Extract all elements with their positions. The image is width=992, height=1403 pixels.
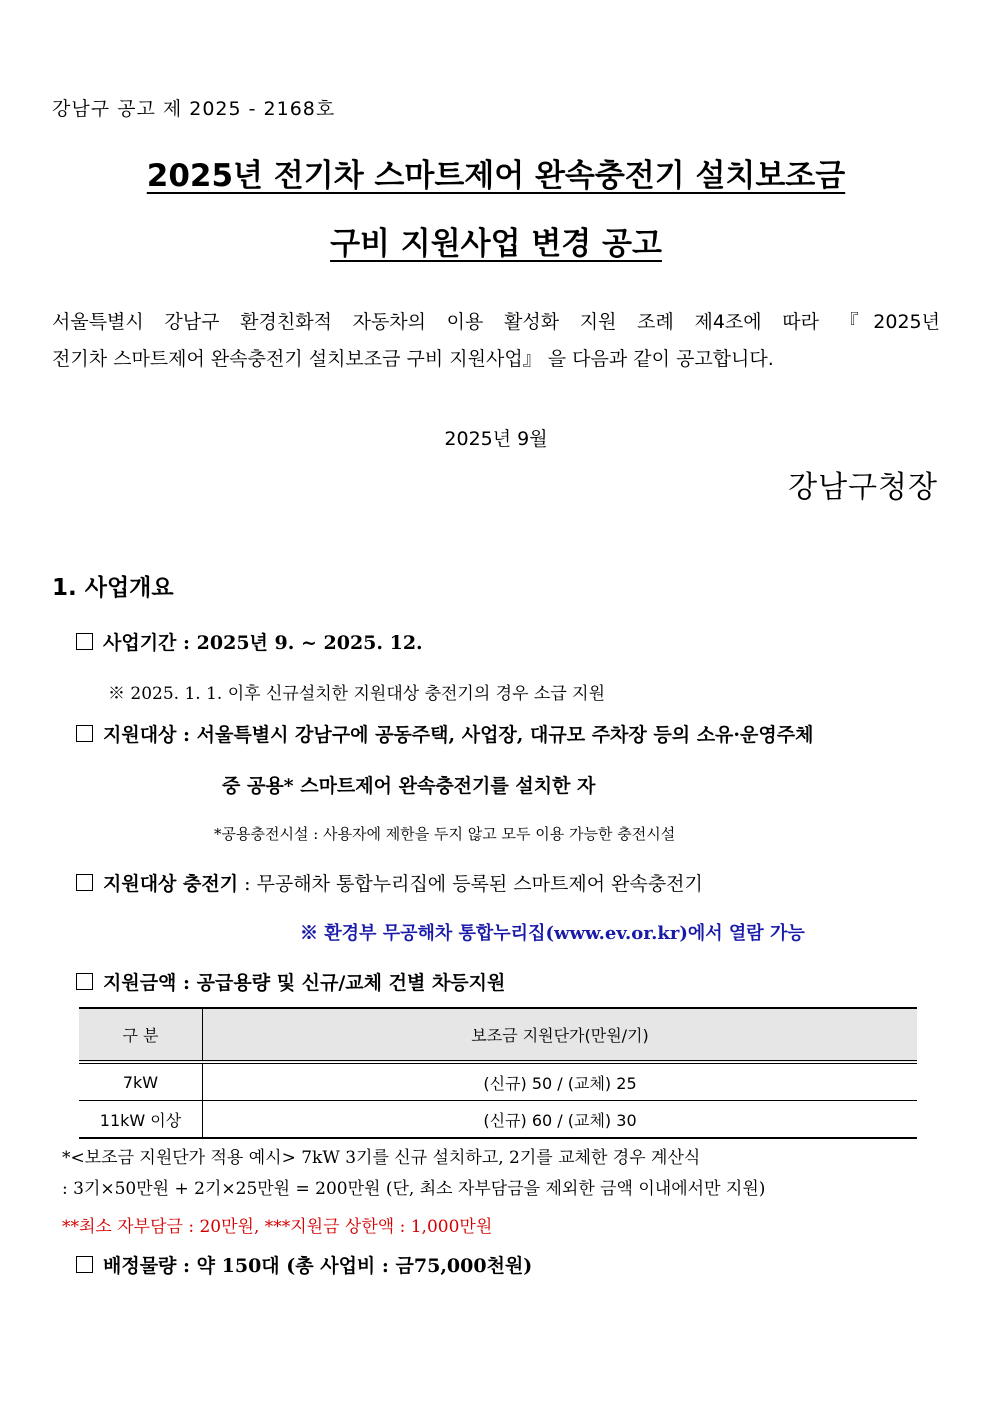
table-row — [79, 1062, 917, 1101]
signer: 강남구청장 — [788, 470, 938, 505]
section-heading: 1. 사업개요 — [52, 575, 174, 601]
item-target: 지원대상 : 서울특별시 강남구에 공동주택, 사업장, 대규모 주차장 등의 소유·운영주체 — [76, 720, 813, 747]
table-cell-amount: (신규) 50 / (교체) 25 — [203, 1062, 918, 1101]
checkbox-icon — [76, 633, 93, 650]
checkbox-icon — [76, 973, 93, 990]
title-line-2: 구비 지원사업 변경 공고 — [330, 226, 662, 262]
intro-line-2: 전기차 스마트제어 완속충전기 설치보조금 구비 지원사업』 을 다음과 같이 공고합니다. — [52, 348, 774, 370]
intro-line-1: 서울특별시 강남구 환경친화적 자동차의 이용 활성화 지원 조례 제4조에 따라 『2025년 — [52, 311, 940, 333]
notice-date: 2025년 9월 — [444, 428, 548, 450]
checkbox-icon — [76, 725, 93, 742]
item-charger: 지원대상 충전기 : 무공해차 통합누리집에 등록된 스마트제어 완속충전기 — [76, 869, 703, 896]
charger-note: ※ 환경부 무공해차 통합누리집(www.ev.or.kr)에서 열람 가능 — [300, 923, 805, 944]
checkbox-icon — [76, 874, 93, 891]
notice-number: 강남구 공고 제 2025 - 2168호 — [52, 98, 336, 120]
table-header-row — [79, 1008, 917, 1062]
minimum-warning: **최소 자부담금 : 20만원, ***지원금 상한액 : 1,000만원 — [62, 1217, 493, 1237]
table-cell-amount: (신규) 60 / (교체) 30 — [203, 1101, 918, 1139]
target-line-2: 중 공용* 스마트제어 완속충전기를 설치한 자 — [222, 775, 596, 797]
target-note: *공용충전시설 : 사용자에 제한을 두지 않고 모두 이용 가능한 충전시설 — [214, 825, 676, 843]
example-line-1: *<보조금 지원단가 적용 예시> 7kW 3기를 신규 설치하고, 2기를 교체한 경우 계산식 — [62, 1148, 701, 1168]
checkbox-icon — [76, 1256, 93, 1273]
title-line-1: 2025년 전기차 스마트제어 완속충전기 설치보조금 — [146, 158, 846, 194]
item-quota: 배정물량 : 약 150대 (총 사업비 : 금75,000천원) — [76, 1251, 532, 1278]
table-cell-capacity: 7kW — [79, 1062, 203, 1101]
example-line-2: : 3기×50만원 + 2기×25만원 = 200만원 (단, 최소 자부담금을 제외한 금액 이내에서만 지원) — [62, 1179, 766, 1199]
table-header-amount: 보조금 지원단가(만원/기) — [203, 1008, 918, 1062]
period-note: ※ 2025. 1. 1. 이후 신규설치한 지원대상 충전기의 경우 소급 지원 — [108, 684, 606, 704]
table-cell-capacity: 11kW 이상 — [79, 1101, 203, 1139]
table-header-category: 구 분 — [79, 1008, 203, 1062]
table-row — [79, 1101, 917, 1139]
item-period: 사업기간 : 2025년 9. ~ 2025. 12. — [76, 628, 423, 655]
subsidy-table — [79, 1007, 917, 1139]
item-amount: 지원금액 : 공급용량 및 신규/교체 건별 차등지원 — [76, 968, 505, 995]
